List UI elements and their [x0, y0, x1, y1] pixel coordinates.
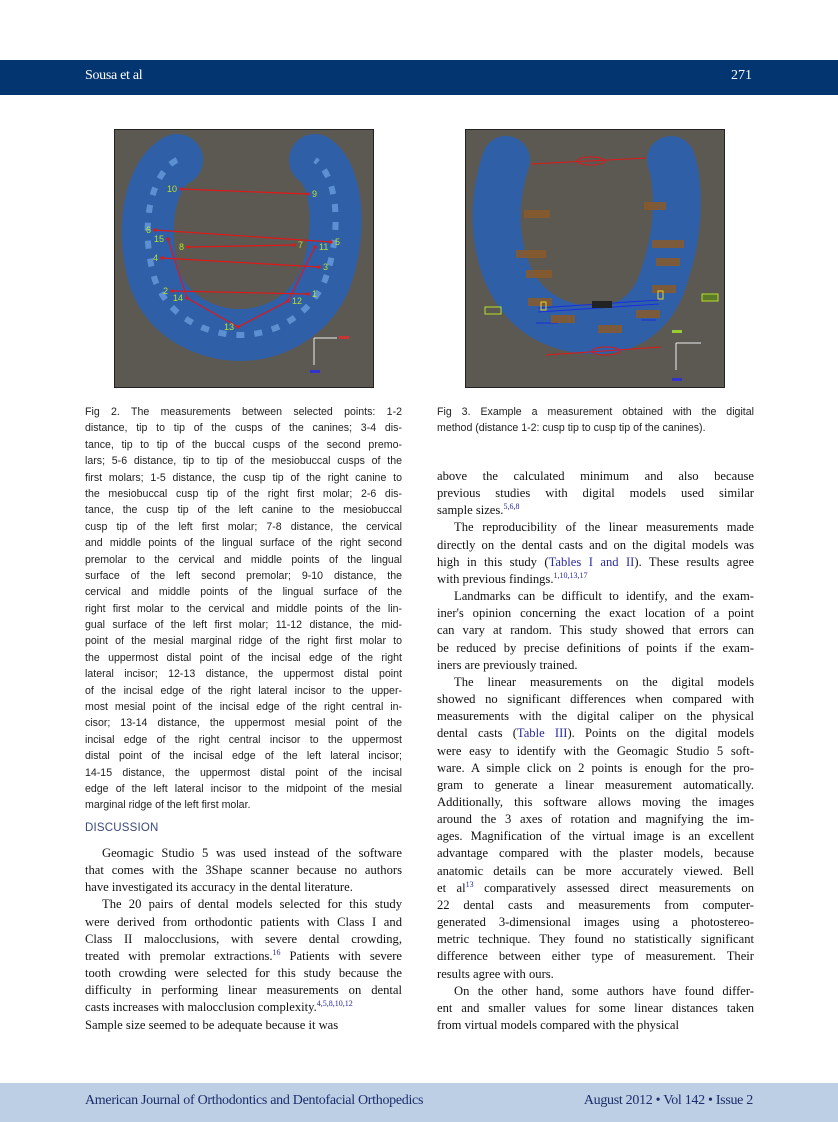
text-segment: measurements with the digital caliper on the physical	[437, 709, 754, 724]
text-segment: difference between either type of measurement. Their	[437, 949, 754, 964]
value-box-left	[485, 307, 501, 314]
point-label: 13	[223, 322, 234, 332]
text-segment: treated with premolar extractions.	[85, 948, 273, 963]
citation-reference[interactable]: 4,5,8,10,12	[316, 999, 353, 1009]
landmark-point	[185, 296, 188, 299]
journal-name: American Journal of Orthodontics and Dentofacial Orthopedics	[85, 1093, 424, 1108]
text-line	[437, 760, 754, 777]
point-label: 11	[319, 242, 329, 252]
value-box-right	[702, 294, 718, 301]
text-segment: Class II malocclusions, with severe dental crowding,	[85, 931, 402, 946]
point-label: 12	[292, 296, 303, 306]
text-segment: were derived from orthodontic patients with Class I and	[85, 914, 402, 929]
text-segment: can vary at random. This study showed that errors can	[437, 623, 754, 638]
caption-line: and middle points of the lingual surface of the right second	[85, 537, 402, 550]
text-segment: ). Points on the digital models	[567, 726, 754, 741]
text-segment: with previous findings.	[437, 571, 554, 586]
issue-info: August 2012 • Vol 142 • Issue 2	[583, 1093, 753, 1108]
caption-line: the mesiobuccal cusp tip of the right first molar; 2-6 dis-	[85, 487, 402, 500]
caption-line: method (distance 1-2: cusp tip to cusp tip of the canines).	[437, 422, 706, 435]
text-line	[437, 674, 754, 691]
text-segment: around the 3 axes of rotation and magnifying the im-	[437, 812, 754, 827]
text-line	[437, 537, 754, 554]
text-segment: Patients with severe	[280, 948, 403, 963]
caption-line: tance, tip to tip of the buccal cusps of the second premo-	[85, 438, 402, 451]
text-line	[85, 982, 402, 999]
text-segment: above the calculated minimum and also because	[437, 469, 754, 483]
landmark-point	[313, 245, 316, 248]
landmark-point	[236, 325, 239, 328]
text-segment: high in this study (	[437, 554, 549, 569]
text-line	[85, 999, 402, 1016]
dental-arch-model-fig2	[115, 130, 373, 387]
text-segment: have investigated its accuracy in the dental literature.	[85, 880, 353, 895]
point-label: 14	[172, 293, 183, 303]
section-heading-discussion: DISCUSSION	[85, 822, 159, 834]
caption-line: lars; 5-6 distance, tip to tip of the mesiobuccal cusps of the	[85, 455, 402, 468]
caption-line: edge of the left lateral incisor to the midpoint of the mesial	[85, 782, 402, 795]
measurement-line-10-9	[181, 189, 308, 194]
caption-line: the uppermost distal point of the incisal edge of the right	[85, 651, 402, 664]
text-segment: be reduced by precise definitions of points if the exam-	[437, 640, 754, 655]
text-line	[437, 777, 754, 794]
point-label: 3	[323, 262, 329, 272]
text-line	[437, 1000, 754, 1017]
caption-line: point of the mesial marginal ridge of the right first molar to	[85, 635, 402, 648]
text-line	[85, 896, 402, 913]
landmark-point	[317, 265, 320, 268]
caption-line: lateral incisor; 12-13 distance, the uppermost distal point	[85, 668, 402, 681]
text-segment: anatomic details can be more accurately viewed. Bell	[437, 863, 754, 878]
caption-line: marginal ridge of the left first molar.	[85, 799, 251, 812]
landmark-point	[179, 187, 182, 190]
text-line	[437, 691, 754, 708]
text-segment: iners are previously trained.	[437, 657, 578, 672]
text-line	[437, 931, 754, 948]
running-footer	[0, 1083, 838, 1122]
citation-reference[interactable]: 5,6,8	[503, 502, 520, 512]
text-line	[85, 879, 402, 896]
text-segment: metric technique. They found no statistically significant	[437, 932, 754, 947]
figure-2-image	[114, 129, 374, 388]
landmark-point	[166, 237, 169, 240]
text-line	[437, 966, 754, 983]
text-segment: Additionally, this software allows moving the images	[437, 794, 754, 809]
text-line	[437, 588, 754, 605]
text-segment: The linear measurements on the digital models	[454, 674, 754, 689]
text-line	[437, 502, 754, 519]
axis-indicator-icon	[310, 336, 349, 373]
landmark-point	[286, 299, 289, 302]
left-column-body	[85, 845, 402, 1034]
text-segment: ages. Magnification of the virtual image is an excellent	[437, 829, 754, 844]
caption-line: Fig 3. Example a measurement obtained with the digital	[437, 406, 754, 418]
text-line	[437, 828, 754, 845]
caption-line: distal point of the incisal edge of the left lateral incisor;	[85, 750, 402, 763]
landmark-point	[186, 245, 189, 248]
text-line	[437, 948, 754, 965]
text-line	[437, 794, 754, 811]
text-segment: 22 dental casts and measurements from computer-	[437, 897, 754, 912]
text-segment: showed no significant differences when compared with	[437, 692, 754, 707]
text-line	[85, 948, 402, 965]
citation-reference[interactable]: 16	[272, 947, 281, 957]
text-segment: Landmarks can be difficult to identify, and the exam-	[454, 589, 754, 604]
point-label: 1	[312, 289, 318, 299]
point-label: 2	[162, 286, 168, 296]
point-label: 8	[178, 242, 184, 252]
caption-line: premolar to the cervical and middle points of the lingual	[85, 553, 402, 566]
caption-line: most mesial point of the incisal edge of the right central in-	[85, 701, 402, 714]
text-segment: were easy to identify with the Geomagic Studio 5 soft-	[437, 743, 754, 758]
landmark-point	[329, 240, 332, 243]
text-segment: et al	[437, 880, 466, 895]
text-segment: that comes with the 3Shape scanner because no authors	[85, 863, 402, 878]
text-line	[437, 845, 754, 862]
text-line	[437, 1017, 754, 1034]
measurement-line-4-3	[162, 258, 319, 267]
text-line	[437, 708, 754, 725]
point-label: 6	[145, 225, 151, 235]
point-label: 7	[298, 240, 304, 250]
text-segment: results agree with ours.	[437, 966, 554, 981]
text-segment: gram to generate a linear measurement automatically.	[437, 777, 754, 792]
text-segment: ent and smaller values for some linear distances taken	[437, 1000, 754, 1015]
caption-line: cisor; 13-14 distance, the uppermost mesial point of the	[85, 717, 402, 730]
point-label: 10	[166, 184, 177, 194]
point-label: 9	[312, 189, 318, 199]
text-segment: ware. A simple click on 2 points is enough for the pro-	[437, 760, 754, 775]
text-segment: comparatively assessed direct measurements on	[473, 880, 755, 895]
text-segment: sample sizes.	[437, 503, 504, 518]
figure-2-caption	[85, 404, 402, 814]
running-header	[0, 60, 838, 95]
text-line	[85, 862, 402, 879]
text-line	[85, 914, 402, 931]
caption-line: cervical and middle points of the lingual surface of the	[85, 586, 402, 599]
text-segment: tooth crowding were selected for this study because the	[85, 966, 402, 981]
text-segment: difficulty in performing linear measurements on dental	[85, 983, 402, 998]
caption-line: Fig 2. The measurements between selected points: 1-2	[85, 406, 402, 418]
text-segment: directly on the dental casts and on the digital models was	[437, 537, 754, 552]
table-reference-link[interactable]: Table III	[516, 726, 568, 741]
text-segment: On the other hand, some authors have found differ-	[454, 983, 754, 998]
measurement-line-6-5	[155, 230, 331, 242]
measurement-line-8-7	[188, 245, 294, 247]
caption-line: 14-15 distance, the uppermost distal point of the incisal	[85, 766, 402, 779]
landmark-point	[160, 256, 163, 259]
text-segment: dental casts (	[437, 726, 517, 741]
text-line	[85, 965, 402, 982]
caption-line: distance, tip to tip of the cusps of the canines; 3-4 dis-	[85, 422, 402, 435]
text-segment: Geomagic Studio 5 was used instead of the software	[102, 846, 402, 860]
caption-line: first molars; 1-5 distance, the cusp tip of the right canine to	[85, 471, 402, 484]
figure-3-image	[465, 129, 725, 388]
landmark-point	[292, 243, 295, 246]
text-segment: advantage compared with the plaster models, because	[437, 846, 754, 861]
table-reference-link[interactable]: Tables I and II	[548, 554, 635, 569]
caption-line: surface of the left second premolar; 9-10 distance, the	[85, 569, 402, 582]
point-label: 5	[335, 237, 341, 247]
text-line	[437, 554, 754, 571]
text-segment: The reproducibility of the linear measurements made	[454, 520, 754, 535]
page-number: 271	[731, 68, 752, 83]
text-line	[437, 519, 754, 536]
right-column-body	[437, 468, 754, 1034]
text-line	[437, 468, 754, 485]
text-line	[437, 485, 754, 502]
text-line	[437, 640, 754, 657]
text-line	[437, 725, 754, 742]
text-segment: ). These results agree	[634, 554, 754, 569]
text-line	[85, 931, 402, 948]
distance-tag	[592, 301, 612, 308]
caption-line: tance, the cusp tip of the left canine to the mesiobuccal	[85, 504, 402, 517]
text-line	[437, 983, 754, 1000]
text-segment: The 20 pairs of dental models selected for this study	[102, 897, 402, 912]
citation-reference[interactable]: 13	[465, 879, 474, 889]
text-line	[437, 743, 754, 760]
text-segment: iner's opinion concerning the exact location of a point	[437, 606, 754, 621]
text-line	[437, 605, 754, 622]
text-line	[437, 622, 754, 639]
caption-line: cusp tip of the left first molar; 7-8 distance, the cervical	[85, 520, 402, 533]
citation-reference[interactable]: 1,10,13,17	[553, 570, 588, 580]
point-label: 15	[153, 234, 164, 244]
text-line	[85, 845, 402, 862]
text-line	[437, 880, 754, 897]
figure-3-caption	[437, 404, 754, 437]
text-line	[437, 897, 754, 914]
landmark-point	[306, 192, 309, 195]
caption-line: of the incisal edge of the right lateral incisor to the upper-	[85, 684, 402, 697]
axis-indicator-icon	[672, 330, 701, 381]
text-segment: casts increases with malocclusion complexity.	[85, 1000, 317, 1015]
text-line	[437, 914, 754, 931]
caption-line: right first molar to the cervical and middle points of the lin-	[85, 602, 402, 615]
text-line	[437, 811, 754, 828]
text-segment: previous studies with digital models used similar	[437, 486, 754, 501]
text-line	[437, 863, 754, 880]
text-line	[85, 1017, 402, 1034]
landmark-point	[306, 292, 309, 295]
text-line	[437, 571, 754, 588]
text-line	[437, 657, 754, 674]
running-header-author: Sousa et al	[85, 68, 143, 83]
landmark-point	[153, 228, 156, 231]
point-label: 4	[152, 253, 158, 263]
caption-line: incisal edge of the right central incisor to the uppermost	[85, 733, 402, 746]
text-segment: Sample size seemed to be adequate because it was	[85, 1017, 339, 1032]
text-segment: generated 3-dimensional images using a photostereo-	[437, 915, 754, 930]
caption-line: gual surface of the left first molar; 11-12 distance, the mid-	[85, 619, 402, 632]
text-segment: from virtual models compared with the physical	[437, 1018, 680, 1032]
dental-arch-model-fig3	[466, 130, 724, 387]
